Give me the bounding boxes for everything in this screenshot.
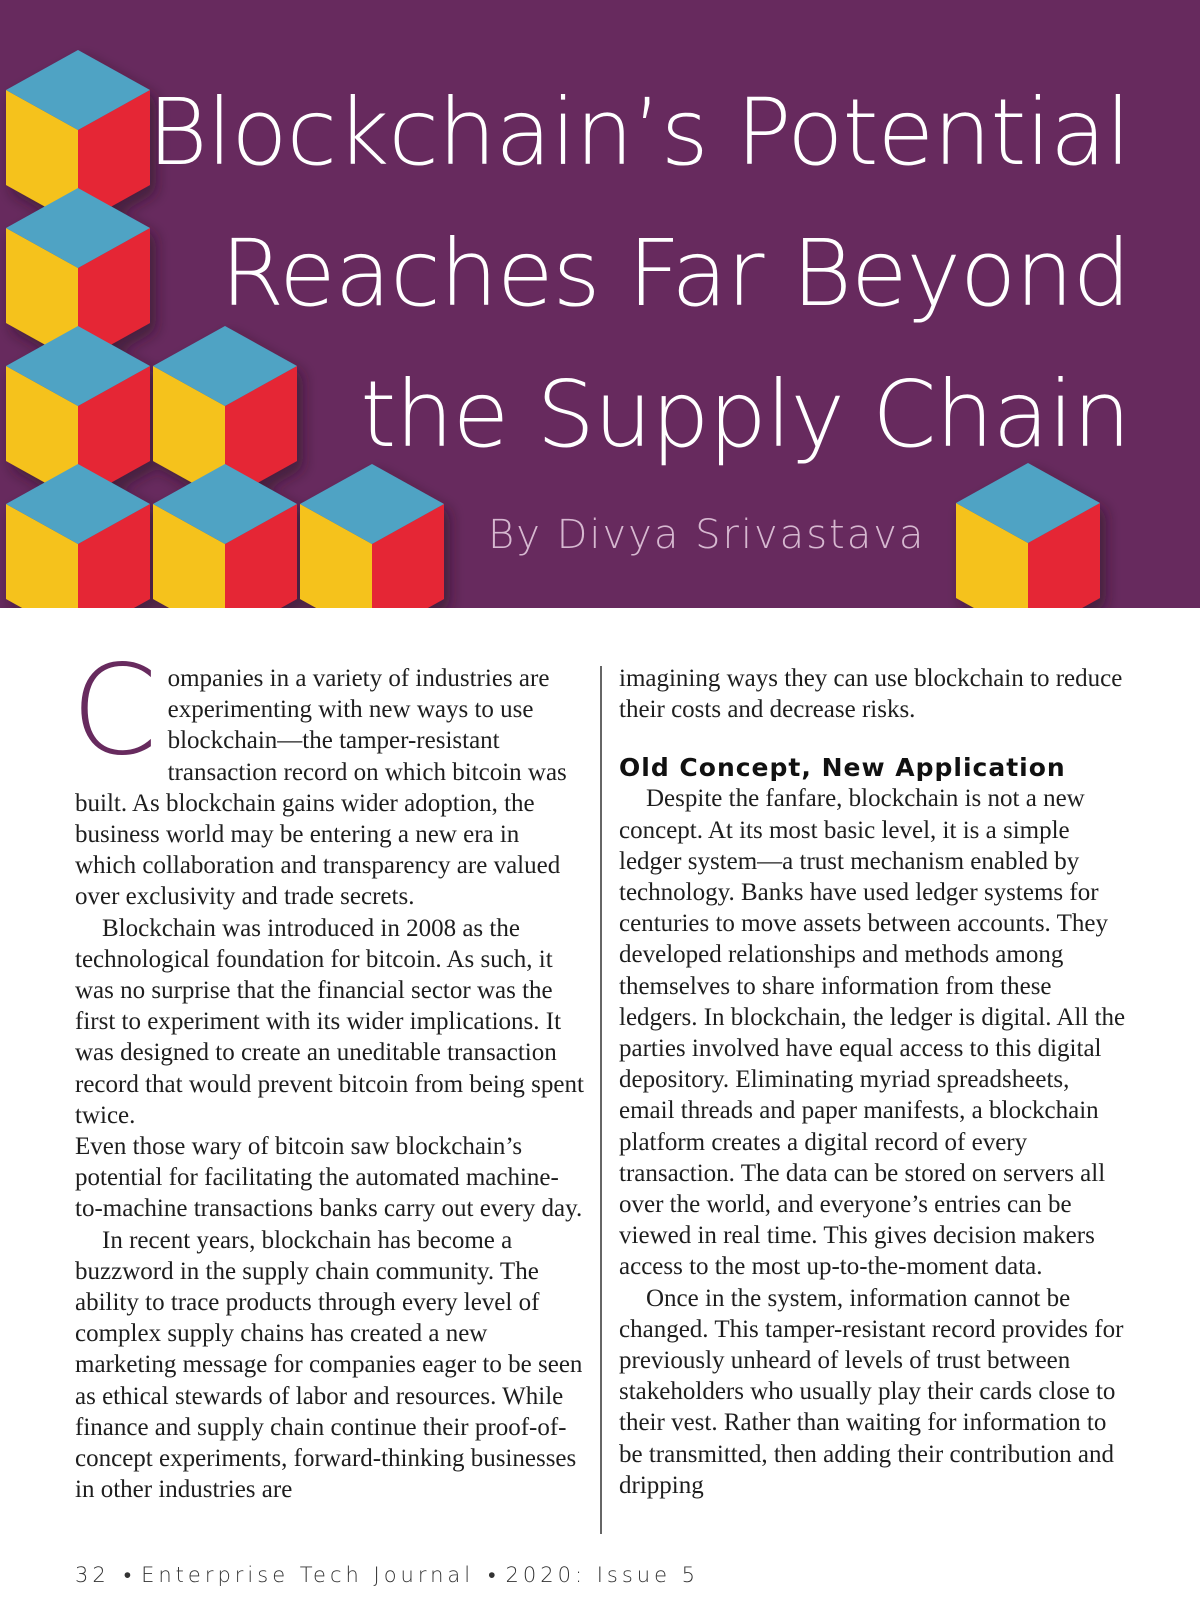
cube-shape xyxy=(153,464,297,608)
paragraph-text: ompanies in a variety of industries are experimenting with new ways to use blockchain—the tamper-resistant transaction record on which bitcoin was built. As blockchain gains wider adoption, the business world may be entering a new era in which collaboration and transparency are valued over exclusivity and trade secrets. xyxy=(75,665,567,911)
page-footer xyxy=(75,1563,699,1588)
issue-label: 2020: Issue 5 xyxy=(505,1563,700,1587)
column-divider xyxy=(600,666,602,1534)
paragraph: imagining ways they can use blockchain to reduce their costs and decrease risks. xyxy=(619,665,1123,724)
section-heading: Old Concept, New Application xyxy=(619,753,1066,783)
paragraph: Even those wary of bitcoin saw blockchain’s potential for facilitating the automated machine-to-machine transactions banks carry out every day. xyxy=(75,1133,583,1223)
separator: • xyxy=(488,1563,496,1587)
title-line-3: the Supply Chain xyxy=(360,361,1130,468)
drop-cap: C xyxy=(71,639,158,783)
paragraph: In recent years, blockchain has become a buzzword in the supply chain community. The ability to trace products through every level of complex supply chains has created a new marketing message for companies eager to be seen as ethical stewards of labor and resources. While finance and supply chain continue their proof-of-concept experiments, forward-thinking businesses in other industries are xyxy=(75,1226,583,1504)
header-banner xyxy=(0,0,1200,608)
paragraph xyxy=(71,639,585,913)
title-line-2: Reaches Far Beyond xyxy=(220,220,1130,327)
page-number: 32 xyxy=(75,1563,110,1587)
article-column-left xyxy=(71,639,585,1505)
separator: • xyxy=(123,1563,132,1587)
paragraph: Despite the fanfare, blockchain is not a new concept. At its most basic level, it is a simple ledger system—a trust mechanism enabled by technology. Banks have used ledger systems for centuries to move assets between accounts. They developed relationships and methods among themselves to share information from these ledgers. In blockchain, the ledger is digital. All the parties involved have equal access to this digital depository. Eliminating myriad spreadsheets, email threads and paper manifests, a blockchain platform creates a digital record of every transaction. The data can be stored on servers all over the world, and everyone’s entries can be viewed in real time. This gives decision makers access to the most up-to-the-moment data. xyxy=(619,785,1126,1281)
byline: By Divya Srivastava xyxy=(488,512,926,558)
publication-name: Enterprise Tech Journal xyxy=(141,1563,475,1587)
paragraph: Once in the system, information cannot be changed. This tamper-resistant record provides for previously unheard of levels of trust between stakeholders who usually play their cards close to their vest. Rather than waiting for information to be transmitted, then adding their contribution and dripping xyxy=(619,1284,1124,1499)
article-title xyxy=(147,62,1130,485)
cube-shape xyxy=(300,464,444,608)
paragraph: Blockchain was introduced in 2008 as the technological foundation for bitcoin. As such, it was no surprise that the financial sector was the first to experiment with its wider implications. It was designed to create an uneditable transaction record that would prevent bitcoin from being spent twice. xyxy=(75,914,584,1129)
cube-shape xyxy=(6,464,150,608)
article-column-right xyxy=(619,663,1129,1501)
title-line-1: Blockchain’s Potential xyxy=(147,79,1130,186)
